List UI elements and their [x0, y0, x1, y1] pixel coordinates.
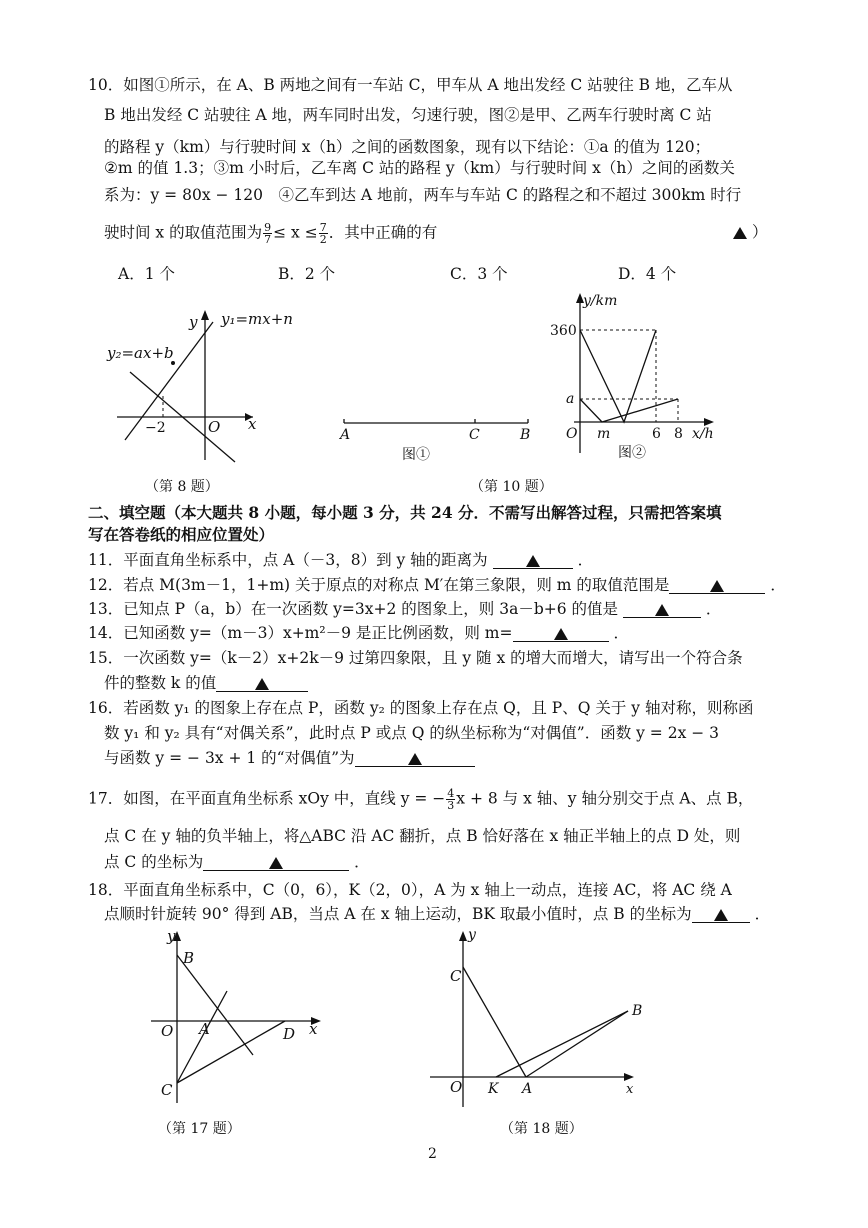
q10-line3: 的路程 y（km）与行驶时间 x（h）之间的函数图象，现有以下结论：①a 的值为 120；: [104, 138, 711, 156]
caption-q17: （第 17 题）: [158, 1121, 241, 1137]
option-c: C．3 个: [450, 265, 508, 283]
q17-text-b: x + 8 与 x 轴、y 轴分别交于点 A、点 B，: [456, 789, 754, 808]
answer-blank: [355, 748, 475, 767]
label-a: A: [522, 1081, 533, 1097]
q18-line1: 18．平面直角坐标系中，C（0，6），K（2，0），A 为 x 轴上一动点，连接 AC，将 AC 绕 A: [88, 881, 732, 899]
q10-line4: ②m 的值 1.3；③m 小时后，乙车离 C 站的路程 y（km）与行驶时间 x（h）之间的函数关: [104, 159, 735, 177]
q11: 11．平面直角坐标系中，点 A（－3，8）到 y 轴的距离为 ．: [88, 551, 594, 569]
q15-line1: 15．一次函数 y=（k－2）x+2k－9 过第四象限，且 y 随 x 的增大而增大，请写出一个符合条: [88, 649, 743, 667]
q10-line6-start: 驶时间 x 的取值范围为: [104, 223, 263, 242]
answer-blank: [203, 852, 349, 871]
figure-q8: [105, 300, 305, 470]
segment-kb: [496, 1011, 628, 1077]
line-ab: [177, 955, 253, 1055]
answer-blank: [669, 575, 765, 594]
answer-blank: [513, 623, 609, 642]
q10-line6: [104, 222, 437, 245]
option-d: D．4 个: [618, 265, 677, 283]
q14: 14．已知函数 y=（m－3）x+m²－9 是正比例函数，则 m= ．: [88, 624, 629, 642]
q12: 12．若点 M(3m－1，1+m) 关于原点的对称点 M′在第三象限，则 m 的取值范围是 ．: [88, 576, 786, 594]
answer-blank: [493, 550, 573, 569]
caption-q8: （第 8 题）: [145, 479, 219, 495]
label-6: 6: [652, 426, 661, 442]
figure-q10-1: [340, 405, 540, 465]
label-x-axis: x: [248, 415, 257, 433]
q17-text: 点 C 的坐标为: [104, 853, 204, 871]
figure-q10-2: [550, 285, 740, 465]
label-x: x: [309, 1020, 318, 1038]
triangle-mark-icon: [714, 909, 728, 921]
q17-line3: 点 C 的坐标为 ．: [104, 853, 370, 871]
graph-yi: [580, 399, 678, 422]
label-y-km: y/km: [583, 293, 618, 309]
label-y2: y₂=ax+b: [107, 344, 174, 362]
y-axis-arrow-icon: [201, 310, 209, 320]
section2-line1: 二、填空题（本大题共 8 小题，每小题 3 分，共 24 分．不需写出解答过程，只需把答案填: [88, 503, 722, 522]
label-origin: O: [450, 1078, 463, 1096]
page-number: 2: [428, 1146, 437, 1162]
q10-line1: 10．如图①所示，在 A、B 两地之间有一车站 C，甲车从 A 地出发经 C 站驶往 B 地，乙车从: [88, 76, 733, 94]
q10-line5: 系为：y = 80x − 120 ④乙车到达 A 地前，两车与车站 C 的路程之和不超过 300km 时行: [104, 186, 742, 204]
triangle-mark-icon: [526, 555, 540, 567]
triangle-mark-icon: [255, 678, 269, 690]
q10-line6-end: ．其中正确的有: [328, 223, 438, 242]
label-a: a: [566, 391, 575, 407]
q18-text: 点顺时针旋转 90° 得到 AB，当点 A 在 x 轴上运动，BK 取最小值时，点 B 的坐标为: [104, 905, 692, 923]
q17-line1: [88, 788, 753, 811]
q17-text-a: 17．如图，在平面直角坐标系 xOy 中，直线 y = −: [88, 789, 446, 808]
answer-blank: [216, 673, 308, 692]
label-x-h: x/h: [692, 426, 714, 442]
fraction-4-3: $\frac{4}{3}$: [447, 787, 455, 812]
q14-text: 14．已知函数 y=（m－3）x+m²－9 是正比例函数，则 m=: [88, 624, 513, 642]
q10-answer-slot: ）: [733, 222, 767, 242]
label-k: K: [488, 1081, 499, 1097]
segment-ca: [463, 967, 526, 1077]
caption-q10: （第 10 题）: [470, 479, 553, 495]
q12-text: 12．若点 M(3m－1，1+m) 关于原点的对称点 M′在第三象限，则 m 的取值范围是: [88, 576, 670, 594]
label-c: C: [469, 427, 480, 443]
line-y1: [125, 322, 213, 440]
q16-line2: 数 y₁ 和 y₂ 具有“对偶关系”，此时点 P 或点 Q 的纵坐标称为“对偶值”．函数 y = 2x − 3: [104, 724, 720, 742]
label-y-axis: y: [189, 313, 198, 331]
segment-ab: [526, 1011, 628, 1077]
triangle-mark-icon: [554, 628, 568, 640]
option-a: A．1 个: [118, 265, 175, 283]
q16-text: 与函数 y = − 3x + 1 的“对偶值”为: [104, 749, 355, 767]
caption-q18: （第 18 题）: [500, 1121, 583, 1137]
label-origin: O: [161, 1022, 174, 1040]
label-y1: y₁=mx+n: [221, 310, 293, 328]
fig-label-1: 图①: [402, 447, 430, 463]
label-x: x: [626, 1082, 634, 1097]
label-m: m: [597, 426, 611, 442]
fig-label-2: 图②: [618, 445, 646, 461]
inequality: ≤ x ≤: [273, 223, 318, 242]
q17-line2: 点 C 在 y 轴的负半轴上，将△ABC 沿 AC 翻折，点 B 恰好落在 x 轴正半轴上的点 D 处，则: [104, 827, 741, 845]
figure-q17: [145, 925, 345, 1110]
q16-line3: [104, 748, 475, 768]
figure-q18: [440, 925, 650, 1110]
label-c: C: [450, 967, 462, 985]
q10-line2: B 地出发经 C 站驶往 A 地，两车同时出发，匀速行驶，图②是甲、乙两车行驶时离 C 站: [104, 106, 712, 124]
label-8: 8: [674, 426, 683, 442]
q13-text: 13．已知点 P（a，b）在一次函数 y=3x+2 的图象上，则 3a－b+6 的值是: [88, 600, 619, 618]
label-b: B: [520, 427, 531, 443]
label-a: A: [199, 1020, 210, 1038]
label-origin: O: [208, 418, 221, 436]
q13: 13．已知点 P（a，b）在一次函数 y=3x+2 的图象上，则 3a－b+6 的值是 ．: [88, 600, 722, 618]
q18-line2: 点顺时针旋转 90° 得到 AB，当点 A 在 x 轴上运动，BK 取最小值时，点 B 的坐标为 ．: [104, 905, 771, 923]
label-b: B: [183, 949, 195, 967]
y-axis-arrow-icon: [459, 931, 467, 941]
fraction-7-2: $\frac{7}{2}$: [319, 221, 327, 246]
fraction-9-7: $\frac{9}{7}$: [264, 221, 272, 246]
x-axis-arrow-icon: [624, 1073, 634, 1081]
label-b: B: [632, 1003, 643, 1019]
triangle-mark-icon: [655, 604, 669, 616]
label-a: A: [340, 427, 351, 443]
label-c: C: [161, 1081, 173, 1099]
label-y: y: [468, 927, 476, 943]
q11-text: 11．平面直角坐标系中，点 A（－3，8）到 y 轴的距离为: [88, 551, 488, 569]
answer-blank: [623, 599, 701, 618]
label-origin: O: [566, 426, 578, 442]
x-axis-arrow-icon: [704, 418, 714, 426]
triangle-mark-icon: [269, 857, 283, 869]
q16-line1: 16．若函数 y₁ 的图象上存在点 P，函数 y₂ 的图象上存在点 Q，且 P、Q 关于 y 轴对称，则称函: [88, 699, 754, 717]
triangle-mark-icon: [733, 227, 747, 239]
q15-text: 件的整数 k 的值: [104, 674, 217, 692]
triangle-mark-icon: [408, 753, 422, 765]
label-d: D: [283, 1025, 296, 1043]
option-b: B．2 个: [278, 265, 336, 283]
label-neg2: −2: [145, 420, 166, 436]
q15-line2: [104, 673, 308, 693]
triangle-mark-icon: [710, 580, 724, 592]
graph-jia: [580, 330, 656, 422]
label-y: y: [167, 927, 176, 945]
label-360: 360: [550, 323, 577, 339]
section2-line2: 写在答卷纸的相应位置处）: [88, 525, 275, 544]
answer-blank: [692, 904, 750, 923]
